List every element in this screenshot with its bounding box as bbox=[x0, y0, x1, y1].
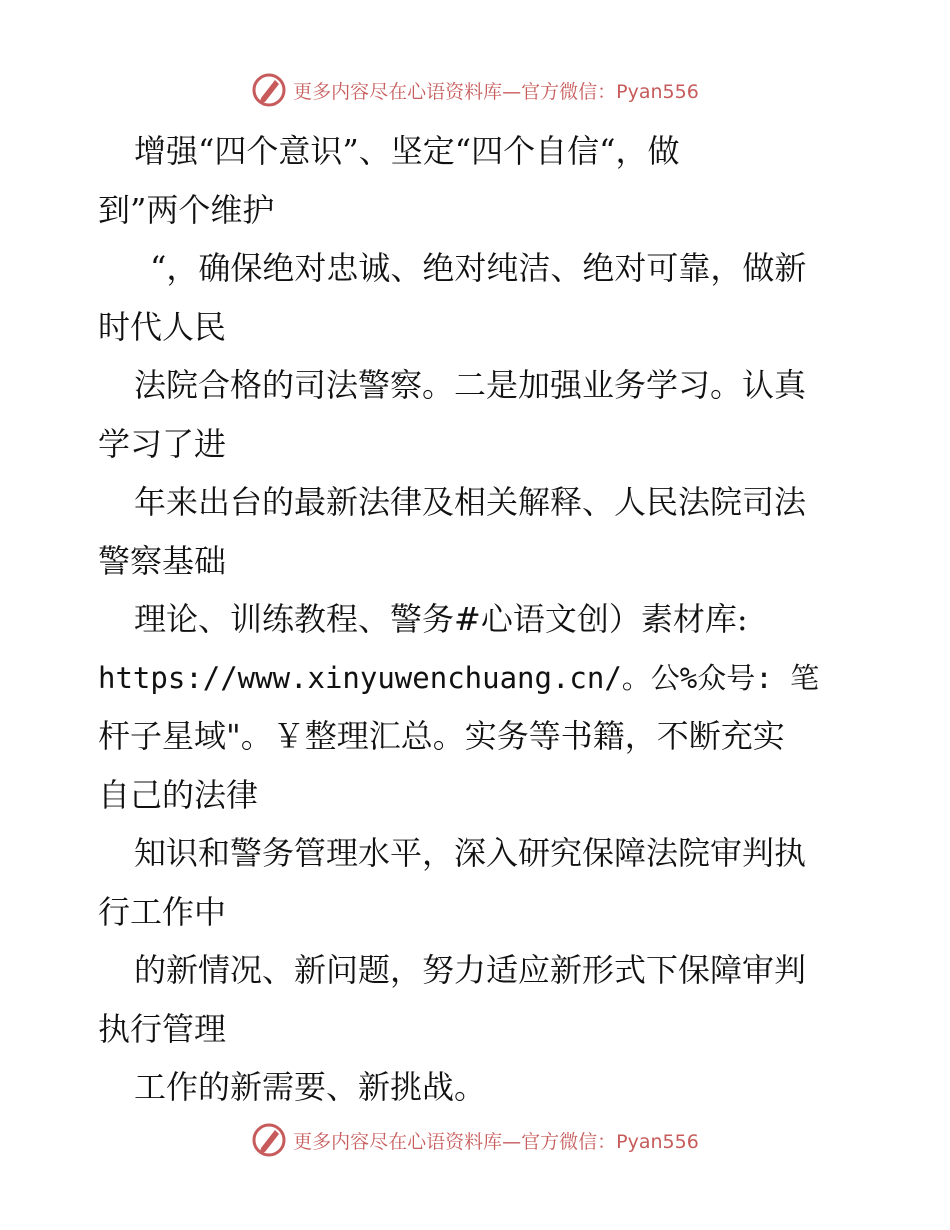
body-line: 工作的新需要、新挑战。 bbox=[134, 1068, 487, 1106]
body-text bbox=[98, 122, 858, 1117]
body-line: 时代人民 bbox=[98, 307, 227, 346]
body-line-url: https://www.xinyuwenchuang.cn/。公%众号: 笔 bbox=[98, 660, 820, 695]
body-line: 杆子星域"。￥整理汇总。实务等书籍，不断充实 bbox=[98, 717, 785, 755]
body-line: 增强“四个意识”、坚定“四个自信“，做 bbox=[134, 132, 680, 170]
body-line: 法院合格的司法警察。二是加强业务学习。认真 bbox=[134, 366, 807, 404]
body-line: 学习了进 bbox=[98, 424, 227, 463]
footer-banner bbox=[0, 1120, 950, 1160]
header-banner-text: 更多内容尽在心语资料库—官方微信：Pyan556 bbox=[293, 80, 699, 103]
pen-seal-icon bbox=[251, 72, 287, 108]
body-line: 的新情况、新问题，努力适应新形式下保障审判 bbox=[134, 951, 807, 989]
body-line: 执行管理 bbox=[98, 1009, 227, 1048]
body-line: 知识和警务管理水平，深入研究保障法院审判执 bbox=[134, 834, 807, 872]
body-line: 警察基础 bbox=[98, 541, 227, 580]
pen-seal-icon bbox=[251, 1122, 287, 1158]
body-line: 年来出台的最新法律及相关解释、人民法院司法 bbox=[134, 483, 807, 521]
body-line: 到”两个维护 bbox=[98, 190, 275, 229]
body-line: 理论、训练教程、警务#心语文创）素材库: bbox=[134, 600, 748, 638]
footer-banner-text: 更多内容尽在心语资料库—官方微信：Pyan556 bbox=[293, 1130, 699, 1153]
body-line: 自己的法律 bbox=[98, 775, 259, 814]
body-line: “，确保绝对忠诚、绝对纯洁、绝对可靠，做新 bbox=[150, 249, 807, 287]
header-banner bbox=[0, 70, 950, 110]
body-line: 行工作中 bbox=[98, 892, 227, 931]
